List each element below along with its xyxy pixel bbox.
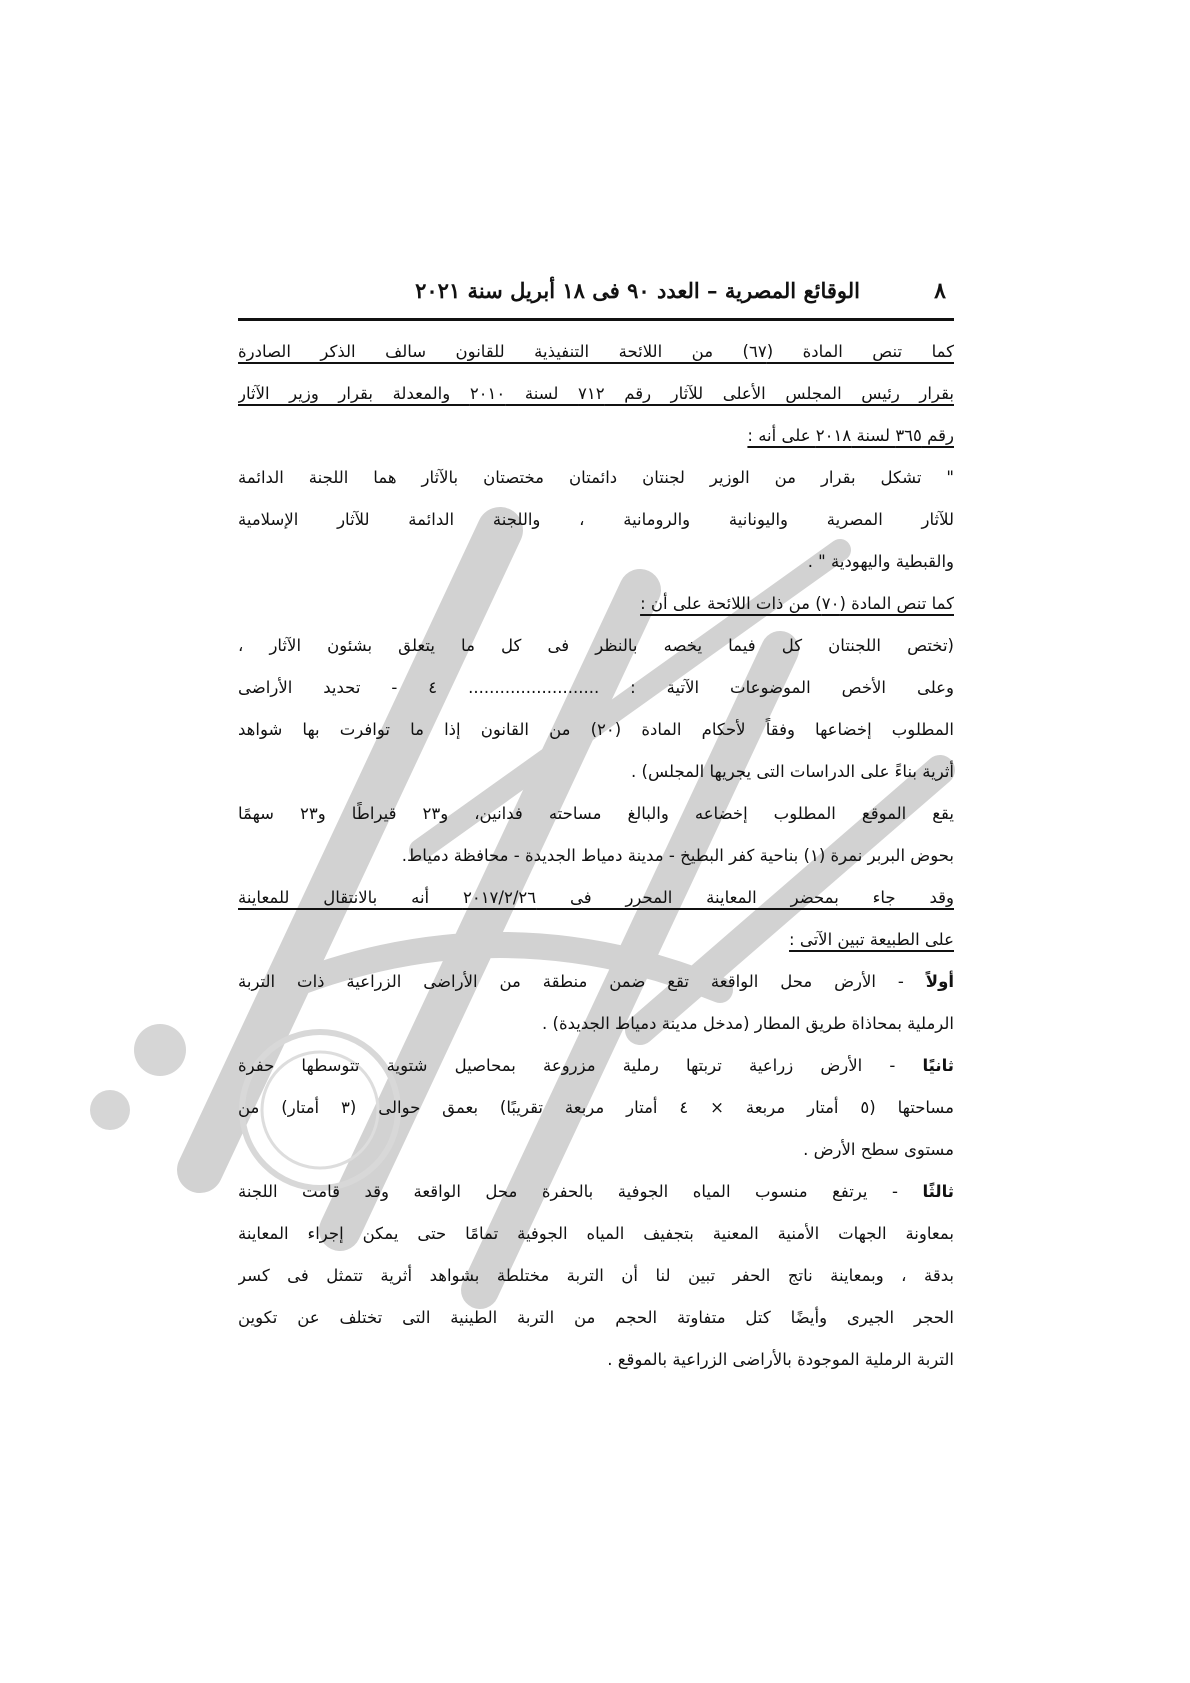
finding-first-line-2: الرملية بمحاذاة طريق المطار (مدخل مدينة دمياط الجديدة) . xyxy=(542,1014,954,1033)
finding-second-line-1 xyxy=(238,1054,954,1078)
quote-1-line-3: والقبطية واليهودية " . xyxy=(807,552,954,571)
finding-second-line-2: مساحتها (٥ أمتار مربعة × ٤ أمتار مربعة تقريبًا) بعمق حوالى (٣ أمتار) من xyxy=(238,1098,954,1117)
inspection-report-line-1: وقد جاء بمحضر المعاينة المحرر فى ٢٠١٧/٢/٢٦ أنه بالانتقال للمعاينة xyxy=(238,888,954,907)
finding-second-line-3: مستوى سطح الأرض . xyxy=(803,1140,954,1159)
finding-third-text: - يرتفع منسوب المياه الجوفية بالحفرة محل الواقعة وقد قامت اللجنة xyxy=(238,1182,923,1201)
header-divider xyxy=(238,318,954,321)
finding-third-line-3: بدقة ، وبمعاينة ناتج الحفر تبين لنا أن التربة مختلطة بشواهد أثرية تتمثل فى كسر xyxy=(238,1266,954,1285)
quote-2-line-4: أثرية بناءً على الدراسات التى يجريها المجلس) . xyxy=(631,762,954,781)
finding-second-label: ثانيًا xyxy=(922,1056,954,1075)
finding-third-line-4: الحجر الجيرى وأيضًا كتل متفاوتة الحجم من التربة الطينية التى تختلف عن تكوين xyxy=(238,1308,954,1327)
finding-first-text: - الأرض محل الواقعة تقع ضمن منطقة من الأراضى الزراعية ذات التربة xyxy=(238,972,926,991)
article-70-line-1: كما تنص المادة (٧٠) من ذات اللائحة على أن : xyxy=(640,594,954,613)
page-header xyxy=(238,270,954,324)
page-number: ٨ xyxy=(934,278,946,304)
finding-first-line-1 xyxy=(238,970,954,994)
inspection-report-line-2: على الطبيعة تبين الآتى : xyxy=(789,930,954,949)
quote-1-line-1: " تشكل بقرار من الوزير لجنتان دائمتان مختصتان بالآثار هما اللجنة الدائمة xyxy=(238,468,954,487)
quote-1-line-2: للآثار المصرية واليونانية والرومانية ، واللجنة الدائمة للآثار الإسلامية xyxy=(238,510,954,529)
finding-third-label: ثالثًا xyxy=(922,1182,954,1201)
article-67-line-1: كما تنص المادة (٦٧) من اللائحة التنفيذية للقانون سالف الذكر الصادرة xyxy=(238,342,954,361)
finding-first-label: أولاً xyxy=(925,972,954,991)
finding-second-text: - الأرض زراعية تربتها رملية مزروعة بمحاصيل شتوية تتوسطها حفرة xyxy=(238,1056,923,1075)
gazette-title: الوقائع المصرية – العدد ٩٠ فى ١٨ أبريل سنة ٢٠٢١ xyxy=(415,278,860,303)
quote-2-line-1: (تختص اللجنتان كل فيما يخصه بالنظر فى كل ما يتعلق بشئون الآثار ، xyxy=(238,636,954,655)
quote-2-line-3: المطلوب إخضاعها وفقاً لأحكام المادة (٢٠) من القانون إذا ما توافرت بها شواهد xyxy=(238,720,954,739)
article-67-line-2: بقرار رئيس المجلس الأعلى للآثار رقم ٧١٢ لسنة ٢٠١٠ والمعدلة بقرار وزير الآثار xyxy=(238,384,954,403)
site-description-line-2: بحوض البربر نمرة (١) بناحية كفر البطيخ - مدينة دمياط الجديدة - محافظة دمياط. xyxy=(401,846,954,865)
site-description-line-1: يقع الموقع المطلوب إخضاعه والبالغ مساحته فدانين، و٢٣ قيراطًا و٢٣ سهمًا xyxy=(238,804,954,823)
finding-third-line-5: التربة الرملية الموجودة بالأراضى الزراعية بالموقع . xyxy=(607,1350,954,1369)
quote-2-line-2: وعلى الأخص الموضوعات الآتية : ......................... ٤ - تحديد الأراضى xyxy=(238,678,954,697)
finding-third-line-2: بمعاونة الجهات الأمنية المعنية بتجفيف المياه الجوفية تمامًا حتى يمكن إجراء المعاينة xyxy=(238,1224,954,1243)
article-67-line-3: رقم ٣٦٥ لسنة ٢٠١٨ على أنه : xyxy=(747,426,954,445)
finding-third-line-1 xyxy=(238,1180,954,1204)
